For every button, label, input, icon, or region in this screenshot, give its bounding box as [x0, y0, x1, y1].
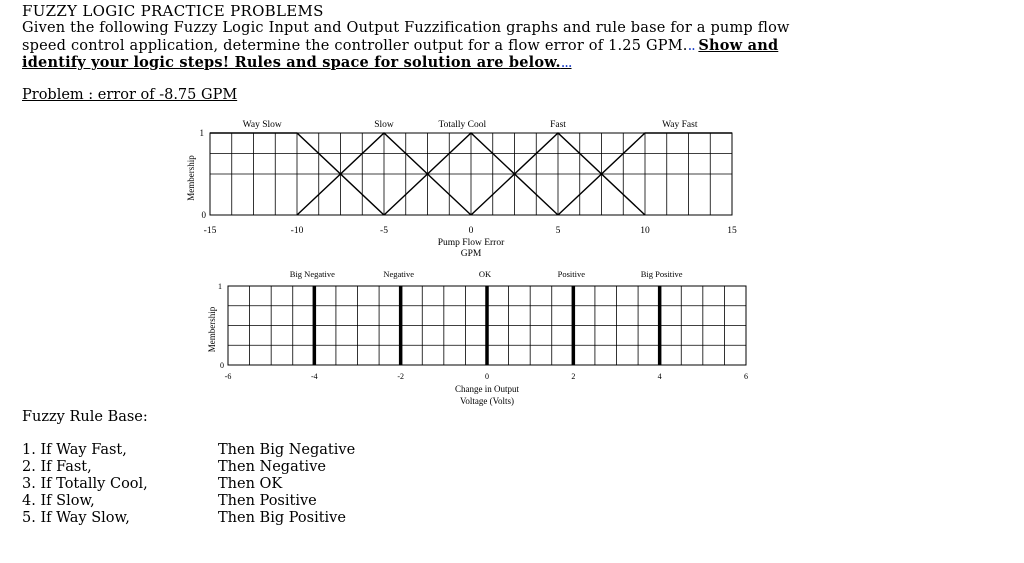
y-tick-label: 1 — [218, 282, 222, 291]
y-tick-label: 0 — [220, 361, 224, 370]
x-axis-label: Change in Output — [455, 384, 519, 394]
membership-set-label: Way Slow — [242, 120, 282, 130]
spacer-dots: .. — [687, 38, 699, 54]
y-axis-label: Membership — [186, 155, 196, 201]
rule-action: Then Positive — [218, 493, 317, 509]
rule-base-title: Fuzzy Rule Base: — [22, 409, 148, 425]
x-tick-label: 0 — [468, 226, 474, 236]
y-tick-label: 1 — [199, 128, 204, 138]
x-tick-label: 2 — [571, 372, 576, 381]
intro-line-1: Given the following Fuzzy Logic Input and Output Fuzzification graphs and rule base for a pump flow — [22, 20, 790, 36]
singleton-label: Big Positive — [640, 269, 683, 279]
x-tick-label: -2 — [397, 372, 405, 381]
x-axis-units: GPM — [460, 249, 482, 259]
output-membership-chart — [207, 269, 748, 406]
singleton-label: OK — [478, 269, 492, 279]
rule-action: Then OK — [218, 476, 283, 492]
rule-action: Then Big Positive — [218, 510, 346, 526]
x-tick-label: -4 — [310, 372, 318, 381]
membership-set-label: Fast — [550, 120, 566, 130]
x-tick-label: 15 — [727, 226, 737, 236]
x-tick-label: 5 — [555, 226, 561, 236]
problem-statement: Problem : error of -8.75 GPM — [22, 87, 238, 103]
x-tick-label: -5 — [380, 226, 388, 236]
x-tick-label: -10 — [290, 226, 304, 236]
membership-set-label: Way Fast — [662, 120, 698, 130]
x-tick-label: -6 — [224, 372, 232, 381]
page-title: FUZZY LOGIC PRACTICE PROBLEMS — [22, 2, 324, 20]
membership-set-label: Slow — [374, 120, 394, 130]
rule-condition: 2. If Fast, — [22, 459, 92, 475]
x-tick-label: 4 — [657, 372, 662, 381]
x-axis-units: Voltage (Volts) — [460, 396, 514, 406]
rule-action: Then Negative — [218, 459, 326, 475]
rule-condition: 5. If Way Slow, — [22, 510, 130, 526]
singleton-label: Negative — [383, 269, 415, 279]
intro-line-2-text: speed control application, determine the controller output for a flow error of 1.25 GPM. — [22, 38, 688, 54]
x-tick-label: 0 — [485, 372, 489, 381]
rule-action: Then Big Negative — [218, 442, 356, 458]
intro-line-2-bold: Show and — [698, 37, 779, 54]
y-tick-label: 0 — [201, 210, 206, 220]
x-tick-label: 6 — [744, 372, 748, 381]
rule-condition: 1. If Way Fast, — [22, 442, 127, 458]
input-membership-chart — [186, 120, 737, 259]
x-tick-label: 10 — [640, 226, 650, 236]
singleton-label: Positive — [557, 269, 586, 279]
spacer-dots-2: ... — [560, 55, 572, 71]
y-axis-label: Membership — [207, 306, 217, 353]
membership-set-label: Totally Cool — [438, 120, 487, 130]
rule-condition: 4. If Slow, — [22, 493, 95, 509]
x-axis-label: Pump Flow Error — [437, 238, 505, 248]
rule-condition: 3. If Totally Cool, — [22, 476, 148, 492]
singleton-label: Big Negative — [289, 269, 335, 279]
x-tick-label: -15 — [203, 226, 217, 236]
intro-line-3-text: identify your logic steps! Rules and space for solution are below. — [22, 54, 561, 71]
